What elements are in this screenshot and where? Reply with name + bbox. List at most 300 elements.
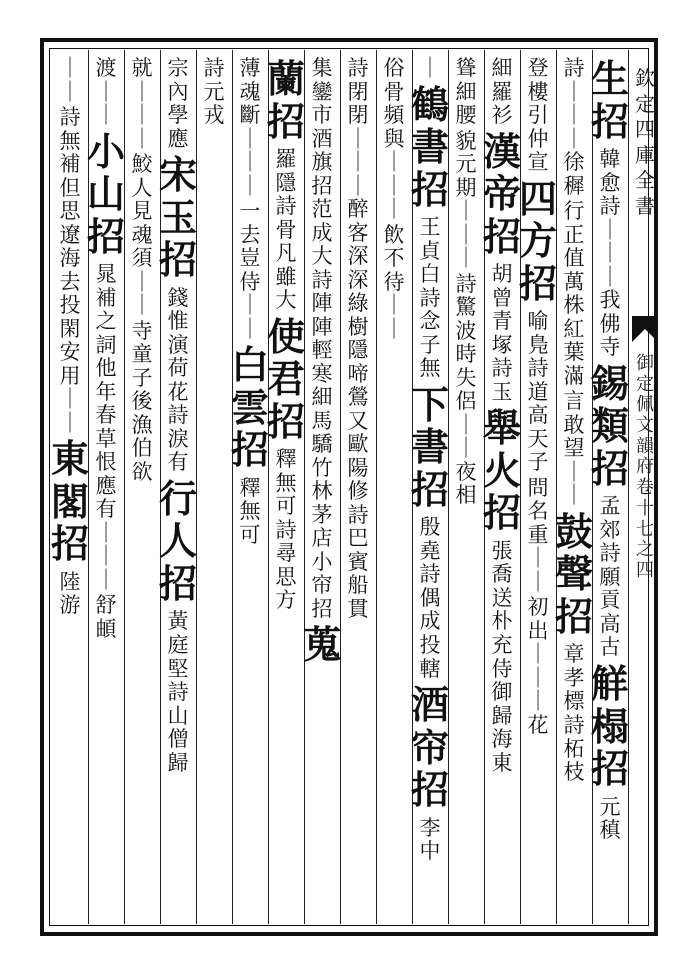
glyph: 蘭 [266,56,305,101]
glyph: 驕 [311,432,333,457]
glyph: 觧 [590,660,629,706]
annotation-text [456,273,477,508]
glyph: 歸 [167,750,189,775]
glyph: 行 [563,199,585,224]
glyph: 應 [95,473,117,498]
glyph: 細 [455,79,477,104]
glyph: 詩 [167,680,189,705]
glyph: 遼 [59,222,81,247]
chapter-char: 韻 [636,435,654,457]
glyph: 海 [491,727,513,752]
annotation-text [96,57,117,128]
glyph: 鶴 [410,81,449,127]
glyph: 樓 [527,79,549,104]
glyph: 鑾 [311,79,333,104]
annotation-text [60,57,81,104]
glyph: 錫 [590,360,629,406]
glyph: 萬 [563,269,585,294]
glyph: ｜ [563,126,585,151]
glyph: 孝 [563,665,585,690]
glyph: 春 [95,403,117,428]
glyph: ｜ [383,173,405,198]
glyph: 待 [383,269,405,294]
glyph: 我 [599,288,621,313]
chapter-char: 卷 [636,477,654,499]
glyph: 朴 [491,609,513,634]
glyph: 小 [86,128,125,174]
glyph: 淚 [167,426,189,451]
glyph: 林 [311,479,333,504]
glyph: ｜ [59,387,81,412]
glyph: 行 [158,475,197,521]
glyph: 薄 [239,56,261,80]
annotation-text [384,57,405,222]
glyph: 無 [275,470,297,495]
glyph: 方 [518,218,557,264]
annotation-text [564,390,585,508]
glyph: 愈 [599,170,621,195]
annotation-text [96,263,117,592]
glyph: ｜ [599,264,621,289]
glyph: 骨 [383,79,405,104]
glyph: 去 [59,269,81,294]
glyph: 僧 [167,727,189,752]
glyph: 招 [311,173,333,198]
glyph: 安 [59,340,81,365]
annotation-text [600,495,621,660]
glyph: 尋 [275,541,297,566]
glyph: 送 [491,585,513,610]
header-char: 欽 [635,66,655,90]
glyph: 下 [410,381,449,427]
annotation-text [348,57,369,621]
annotation-text [564,643,585,784]
glyph: 醉 [347,197,369,222]
glyph: 胡 [491,262,513,287]
glyph: ｜ [347,126,369,151]
glyph: ｜ [383,197,405,222]
glyph: ｜ [383,293,405,318]
glyph: 塚 [491,332,513,357]
glyph: ｜ [131,269,153,294]
glyph: 可 [275,494,297,519]
glyph: 生 [590,56,629,101]
annotation-text [564,57,585,198]
glyph: 孟 [599,494,621,519]
glyph: 寺 [599,335,621,360]
fish-tail-margin [630,56,660,920]
glyph: 鳬 [527,332,549,357]
glyph: 詩 [347,502,369,527]
glyph: ｜ [527,569,549,594]
glyph: 招 [590,746,629,792]
glyph: 花 [167,379,189,404]
glyph: 樹 [347,314,369,339]
glyph: 君 [266,356,305,402]
glyph: 招 [86,213,125,259]
glyph: 之 [95,309,117,334]
glyph: 漢 [482,128,521,174]
glyph: 骨 [275,217,297,242]
glyph: 貌 [455,128,477,153]
glyph: 株 [563,293,585,318]
glyph: 陣 [311,314,333,339]
glyph: 宋 [158,152,197,198]
glyph: 旗 [311,150,333,175]
glyph: 招 [590,98,629,144]
glyph: 船 [347,573,369,598]
glyph: 但 [59,175,81,200]
glyph: 玉 [491,379,513,404]
glyph: 蒐 [302,622,341,668]
glyph: 豈 [239,246,261,271]
glyph: 鶯 [347,385,369,410]
header-char: 四 [635,117,655,142]
glyph: 子 [419,332,441,357]
glyph: 問 [527,475,549,500]
annotation-text [132,153,153,318]
glyph: 招 [590,445,629,491]
annotation-text [528,310,549,475]
glyph: 詩 [527,356,549,381]
glyph: ｜ [131,126,153,151]
glyph: 招 [158,560,197,606]
glyph: 帝 [482,171,521,217]
glyph: 宗 [167,56,189,80]
annotation-text [492,263,513,404]
glyph: 雖 [275,264,297,289]
glyph: 王 [419,215,441,240]
glyph: 道 [527,379,549,404]
glyph: 羅 [491,79,513,104]
glyph: 有 [167,450,189,475]
glyph: 韓 [599,147,621,172]
glyph: 閉 [347,103,369,128]
chapter-char: 之 [636,539,654,561]
glyph: 無 [59,128,81,153]
glyph: 出 [527,618,549,643]
glyph: 就 [131,56,153,80]
glyph: 詩 [275,194,297,219]
annotation-text [312,57,333,621]
glyph: 正 [563,222,585,247]
glyph: 陣 [311,291,333,316]
glyph: 元 [455,152,477,177]
glyph: 山 [167,703,189,728]
glyph: 聲 [554,551,593,597]
glyph: 詩 [59,105,81,130]
annotation-text [60,571,81,618]
chapter-char: 七 [636,518,654,540]
glyph: 無 [419,356,441,381]
glyph: 招 [50,521,89,567]
glyph: ｜ [239,126,261,151]
annotation-text [168,57,189,151]
glyph: 舉 [482,405,521,451]
glyph: 玉 [158,194,197,240]
glyph: 東 [50,436,89,482]
glyph: ｜ [455,199,477,224]
glyph: ｜ [563,459,585,484]
glyph: 晁 [95,262,117,287]
glyph: ｜ [563,79,585,104]
annotation-text [96,594,117,641]
glyph: 詩 [599,541,621,566]
glyph: 相 [455,483,477,508]
annotation-text [168,287,189,475]
glyph: 深 [347,244,369,269]
glyph: ｜ [95,567,117,592]
glyph: 店 [311,526,333,551]
glyph: 惟 [167,309,189,334]
glyph: 投 [59,293,81,318]
glyph: 頻 [383,103,405,128]
annotation-text [240,57,261,198]
glyph: 枝 [563,760,585,785]
glyph: 魂 [131,222,153,247]
glyph: 詩 [455,271,477,296]
glyph: ｜ [599,241,621,266]
glyph: 詩 [347,56,369,80]
glyph: 夜 [455,459,477,484]
glyph: 招 [410,166,449,212]
glyph: 思 [59,199,81,224]
glyph: 綠 [347,291,369,316]
annotation-text [240,200,261,341]
glyph: 詩 [275,517,297,542]
glyph: 火 [482,447,521,493]
glyph: 隱 [347,338,369,363]
glyph: 偶 [419,585,441,610]
glyph: ｜ [59,410,81,435]
glyph: 子 [527,450,549,475]
glyph: ｜ [347,150,369,175]
glyph: 草 [95,426,117,451]
glyph: 魂 [239,79,261,104]
glyph: 聳 [455,56,477,80]
glyph: 花 [527,712,549,737]
glyph: 書 [410,424,449,470]
glyph: ｜ [131,103,153,128]
glyph: 酒 [311,126,333,151]
glyph: 黃 [167,609,189,634]
glyph: 願 [599,564,621,589]
glyph: 古 [599,635,621,660]
annotation-text [276,148,297,313]
glyph: 大 [275,288,297,313]
annotation-text [132,320,153,485]
glyph: 欲 [131,459,153,484]
annotation-text [168,610,189,775]
glyph: 詩 [599,194,621,219]
annotation-text [528,477,549,595]
glyph: 使 [266,313,305,359]
glyph: 寒 [311,361,333,386]
glyph: 元 [203,79,225,104]
glyph: 釋 [239,475,261,500]
glyph: 羅 [275,147,297,172]
glyph: 驚 [455,295,477,320]
glyph: ｜ [59,79,81,104]
glyph: ｜ [239,173,261,198]
glyph: 閑 [59,316,81,341]
glyph: 稹 [599,818,621,843]
glyph: 招 [554,593,593,639]
glyph: 招 [410,767,449,813]
glyph: ｜ [455,436,477,461]
glyph: 小 [311,549,333,574]
glyph: ｜ [455,246,477,271]
glyph: 招 [230,427,269,473]
glyph: 佛 [599,311,621,336]
glyph: ｜ [383,316,405,341]
glyph: 用 [59,363,81,388]
glyph: 童 [131,342,153,367]
glyph: 書 [410,124,449,170]
glyph: 思 [275,564,297,589]
annotation-text [204,57,225,128]
header-char: 庫 [635,142,655,167]
glyph: 茅 [311,502,333,527]
glyph: 方 [275,588,297,613]
glyph: 期 [455,175,477,200]
glyph: 徐 [563,150,585,175]
glyph: 陸 [59,569,81,594]
glyph: 詞 [95,332,117,357]
glyph: 恨 [95,450,117,475]
glyph: 又 [347,408,369,433]
glyph: 招 [518,260,557,306]
glyph: 游 [59,593,81,618]
header-char: 全 [635,168,655,193]
glyph: 去 [239,222,261,247]
glyph: 天 [527,426,549,451]
glyph: 章 [563,642,585,667]
chapter-char: 文 [636,415,654,437]
glyph: 引 [527,103,549,128]
glyph: ｜ [95,103,117,128]
glyph: 詩 [419,285,441,310]
glyph: 俗 [383,56,405,80]
glyph: 元 [599,794,621,819]
annotation-text [600,796,621,843]
chapter-char: 四 [636,559,654,581]
chapter-char: 御 [636,353,654,374]
glyph: ｜ [131,79,153,104]
glyph: 詩 [563,56,585,80]
annotation-text [456,130,477,271]
glyph: 斷 [239,103,261,128]
glyph: 年 [95,379,117,404]
glyph: 高 [527,403,549,428]
annotation-text [528,596,549,737]
glyph: ｜ [419,56,441,80]
header-char: 定 [635,91,655,116]
glyph: 可 [239,522,261,547]
glyph: 學 [167,103,189,128]
glyph: 釋 [275,447,297,472]
glyph: ｜ [347,173,369,198]
glyph: 錢 [167,285,189,310]
glyph: 紅 [563,316,585,341]
glyph: 補 [59,152,81,177]
glyph: 一 [239,199,261,224]
glyph: 不 [383,246,405,271]
glyph: 子 [131,365,153,390]
glyph: 招 [410,466,449,512]
glyph: 頔 [95,616,117,641]
glyph: 人 [131,175,153,200]
glyph: 大 [311,244,333,269]
glyph: ｜ [455,412,477,437]
glyph: 市 [311,103,333,128]
glyph: 李 [419,815,441,840]
annotation-text [420,516,441,681]
glyph: 言 [563,389,585,414]
glyph: ｜ [239,293,261,318]
glyph: 侶 [455,389,477,414]
glyph: 飲 [383,222,405,247]
glyph: 中 [419,839,441,864]
glyph: 歸 [491,703,513,728]
glyph: 客 [347,220,369,245]
glyph: 集 [311,56,333,80]
annotation-text [492,57,513,128]
glyph: 隱 [275,170,297,195]
glyph: 穉 [563,173,585,198]
glyph: 招 [158,237,197,283]
glyph: ｜ [563,103,585,128]
glyph: 竹 [311,455,333,480]
annotation-text [384,224,405,342]
fish-tail-icon [632,316,658,342]
glyph: 海 [59,246,81,271]
glyph: ｜ [95,520,117,545]
annotation-text [276,448,297,613]
glyph: 登 [527,56,549,80]
glyph: ｜ [527,665,549,690]
glyph: 腰 [455,103,477,128]
glyph: 閉 [347,79,369,104]
glyph: 招 [482,490,521,536]
glyph: 寺 [131,318,153,343]
glyph: 演 [167,332,189,357]
glyph: 望 [563,436,585,461]
chapter-label [630,354,660,582]
glyph: 成 [419,609,441,634]
glyph: 荷 [167,356,189,381]
glyph: ｜ [239,150,261,175]
glyph: 衫 [491,103,513,128]
glyph: ｜ [599,217,621,242]
annotation-text [132,57,153,151]
glyph: 詩 [167,403,189,428]
glyph: 張 [491,538,513,563]
glyph: 有 [95,497,117,522]
glyph: ｜ [95,544,117,569]
annotation-text [420,817,441,864]
annotation-text [420,57,441,81]
glyph: ｜ [239,316,261,341]
glyph: ｜ [131,293,153,318]
glyph: 殷 [419,515,441,540]
glyph: 凡 [275,241,297,266]
glyph: 御 [491,680,513,705]
glyph: ｜ [527,689,549,714]
glyph: 柘 [563,736,585,761]
glyph: 堅 [167,656,189,681]
glyph: 葉 [563,340,585,365]
